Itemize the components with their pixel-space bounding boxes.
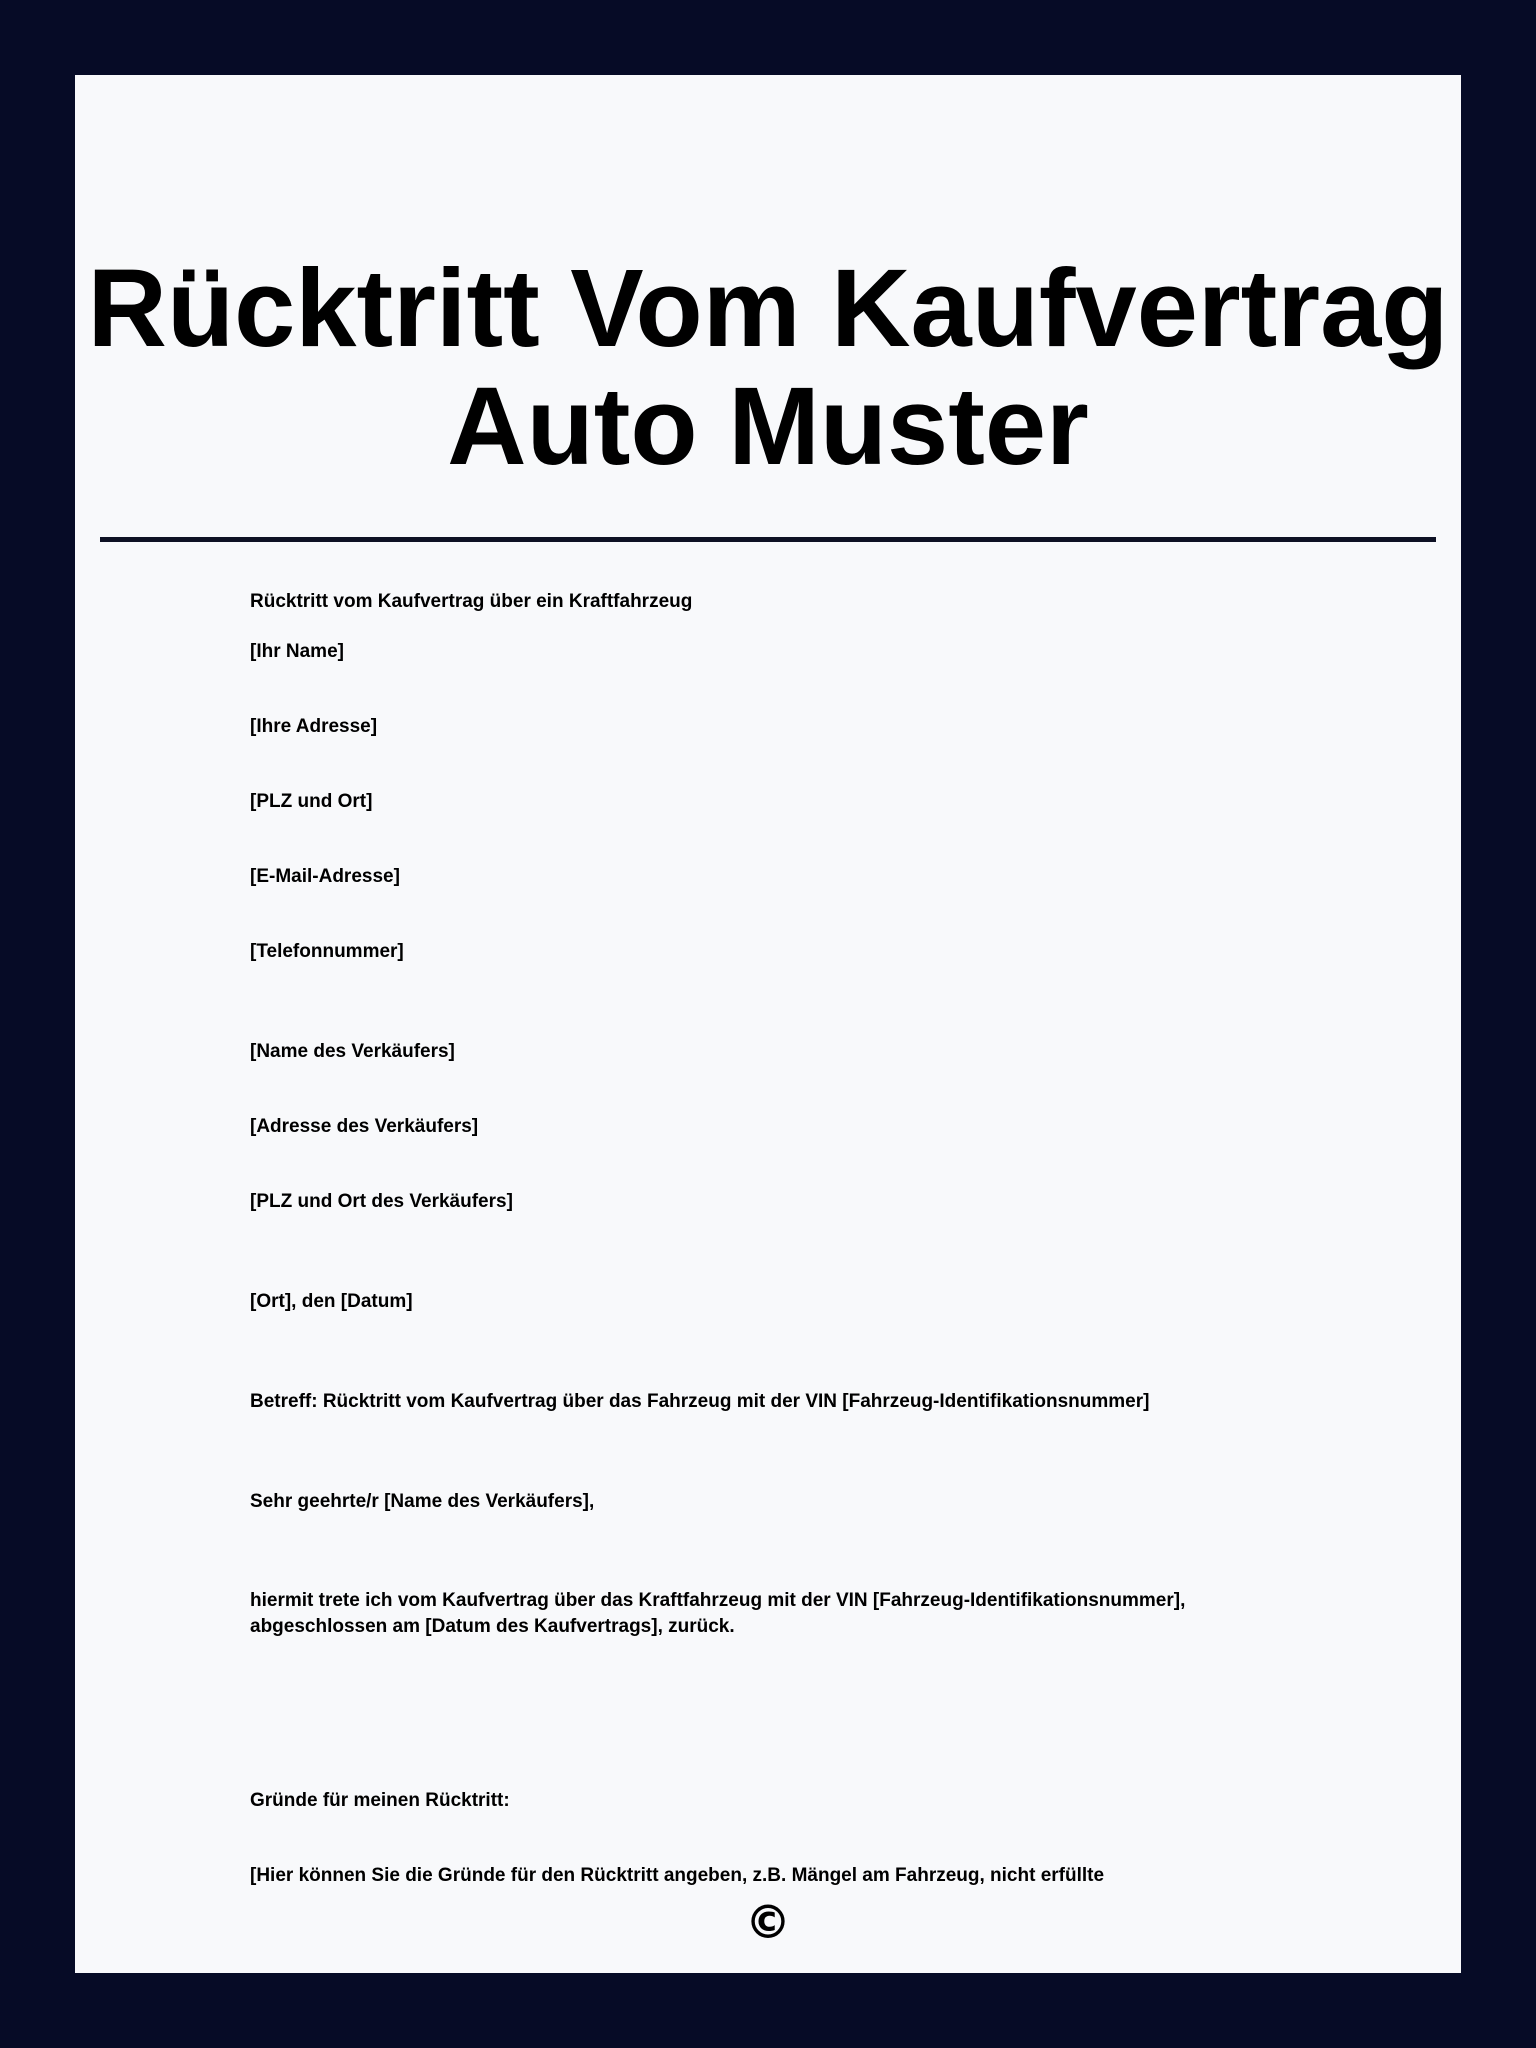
reasons-placeholder: [Hier können Sie die Gründe für den Rücktritt angeben, z.B. Mängel am Fahrzeug, nicht erfüllte: [250, 1865, 1105, 1886]
sender-address: [Ihre Adresse]: [250, 716, 378, 737]
letter-heading: Rücktritt vom Kaufvertrag über ein Kraftfahrzeug: [250, 591, 693, 612]
withdrawal-statement: hiermit trete ich vom Kaufvertrag über das Kraftfahrzeug mit der VIN [Fahrzeug-Identifikationsnummer], abgeschlossen am [Datum des Kaufvertrags], zurück.: [250, 1590, 1186, 1637]
seller-address: [Adresse des Verkäufers]: [250, 1116, 479, 1137]
sender-name: [Ihr Name]: [250, 641, 344, 662]
copyright-icon: ©: [745, 1895, 791, 1949]
title-line-1: Rücktritt Vom Kaufvertrag: [87, 247, 1449, 370]
sender-postal-city: [PLZ und Ort]: [250, 791, 373, 812]
salutation: Sehr geehrte/r [Name des Verkäufers],: [250, 1491, 595, 1512]
place-date: [Ort], den [Datum]: [250, 1291, 413, 1312]
seller-postal-city: [PLZ und Ort des Verkäufers]: [250, 1191, 513, 1212]
title-line-2: Auto Muster: [447, 365, 1089, 488]
seller-name: [Name des Verkäufers]: [250, 1041, 455, 1062]
reasons-heading: Gründe für meinen Rücktritt:: [250, 1790, 510, 1811]
document-title: [75, 247, 1461, 488]
document-page: [75, 75, 1461, 1973]
subject-line: Betreff: Rücktritt vom Kaufvertrag über das Fahrzeug mit der VIN [Fahrzeug-Identifikationsnummer]: [250, 1391, 1150, 1412]
sender-phone: [Telefonnummer]: [250, 941, 404, 962]
title-divider: [100, 537, 1436, 542]
sender-email: [E-Mail-Adresse]: [250, 866, 400, 887]
